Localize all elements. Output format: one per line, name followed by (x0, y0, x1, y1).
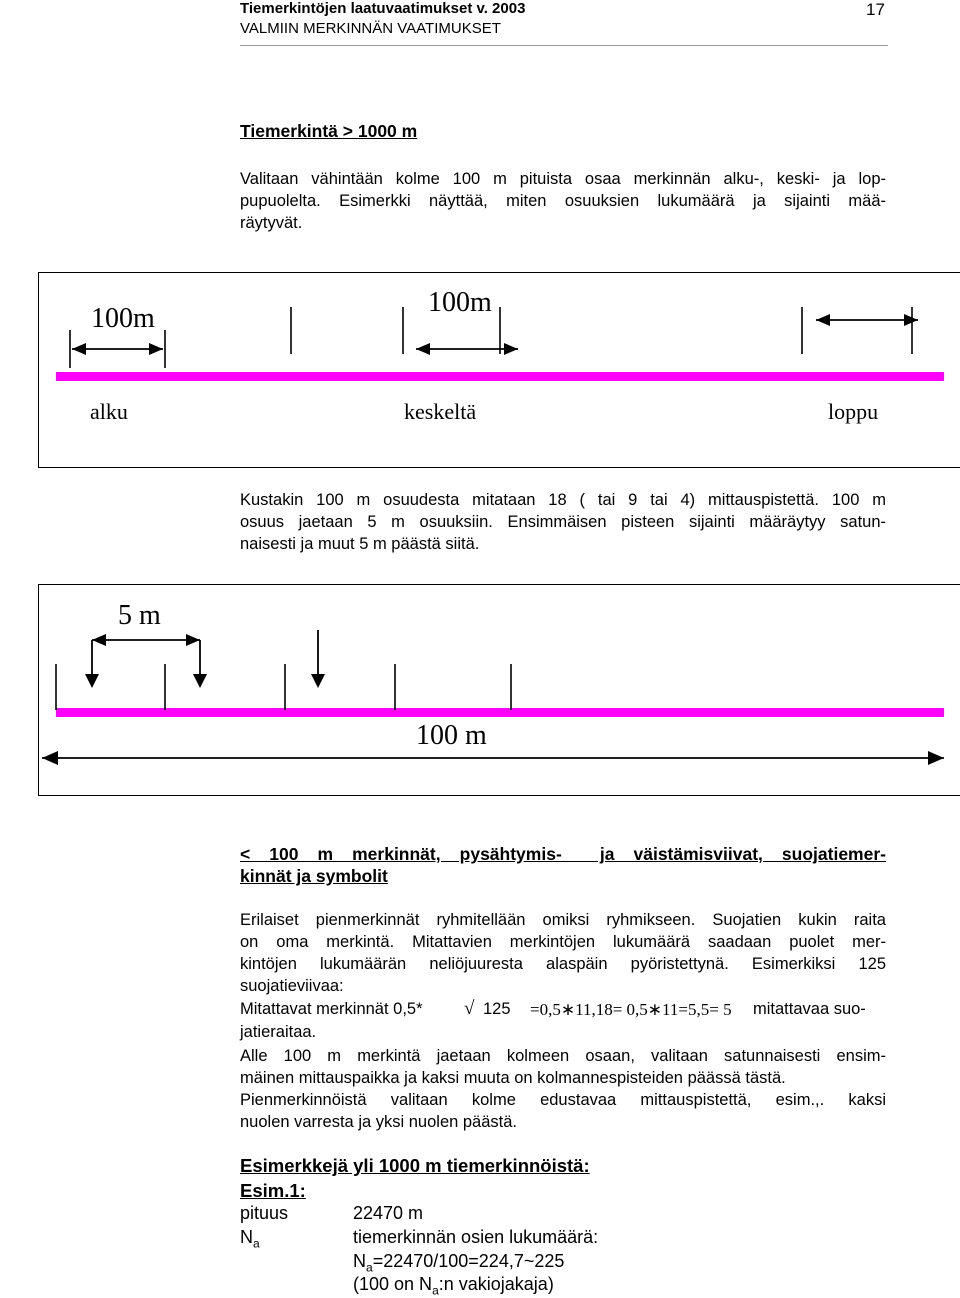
symbol-n: N (240, 1227, 253, 1247)
paragraph-line: kintöjen lukumäärän neliöjuuresta alaspäin pyöristettynä. Esimerkiksi 125 (240, 955, 886, 973)
arrowhead-left-icon (42, 751, 58, 765)
measurement-point-arrow-icon (311, 674, 325, 688)
paragraph-line: Alle 100 m merkintä jaetaan kolmeen osaan, valitaan satunnaisesti ensim- (240, 1047, 886, 1065)
symbol-n: N (353, 1251, 366, 1271)
arrowhead-left-icon (416, 343, 430, 355)
heading-line: < 100 m merkinnät, pysähtymis- ja väistämisviivat, suojatiemer- (240, 844, 886, 864)
row-count-formula (353, 1251, 564, 1275)
under-100m-paragraph (240, 1045, 886, 1133)
paragraph-line: osuus jaetaan 5 m osuuksiin. Ensimmäisen pisteen sijainti määräytyy satun- (240, 513, 886, 531)
paragraph-line: Valitaan vähintään kolme 100 m pituista osaa merkinnän alku-, keski- ja lop- (240, 170, 886, 188)
formula-radicand: 125 (483, 1000, 511, 1018)
small-markings-paragraph (240, 909, 886, 997)
measurement-point-arrow-icon (193, 674, 207, 688)
figure1-drawing (0, 0, 960, 480)
paragraph-line: Erilaiset pienmerkinnät ryhmitellään omiksi ryhmikseen. Suojatien kukin raita (240, 911, 886, 929)
divisor-note-rest: :n vakiojakaja) (438, 1274, 554, 1294)
row-count-value: tiemerkinnän osien lukumäärä: (353, 1227, 599, 1247)
figure1-label-middle: keskeltä (404, 399, 477, 424)
measurement-points-paragraph (240, 489, 886, 555)
figure1-label-100m-start: 100m (91, 303, 155, 334)
paragraph-line: Pienmerkinnöistä valitaan kolme edustavaa mittauspistettä, esim.,. kaksi (240, 1091, 886, 1109)
symbol-subscript: a (366, 1260, 373, 1275)
paragraph-line: mäinen mittauspaikka ja kaksi muuta on kolmannespisteiden päässä tästä. (240, 1069, 786, 1087)
document-header-title: Tiemerkintöjen laatuvaatimukset v. 2003 (240, 0, 526, 17)
arrowhead-left-icon (92, 634, 106, 646)
figure1-label-100m-middle: 100m (428, 287, 492, 318)
paragraph-line: suojatieviivaa: (240, 977, 344, 995)
figure1-label-start: alku (90, 399, 128, 424)
symbol-subscript: a (253, 1236, 260, 1251)
arrowhead-right-icon (904, 314, 918, 326)
arrowhead-right-icon (504, 343, 518, 355)
row-count-key (240, 1227, 260, 1251)
heading-line: kinnät ja symbolit (240, 866, 388, 886)
road-marking-line (56, 708, 944, 717)
arrowhead-left-icon (72, 343, 86, 355)
formula-continuation: jatieraitaa. (240, 1023, 317, 1041)
formula-prefix: Mitattavat merkinnät 0,5* (240, 1000, 423, 1018)
sqrt-icon: √ (464, 998, 475, 1019)
road-marking-line (56, 372, 944, 381)
figure2-label-100m: 100 m (416, 720, 487, 751)
paragraph-line: on oma merkintä. Mitattavien merkintöjen lukumäärä saadaan puolet mer- (240, 933, 886, 951)
measurement-point-arrow-icon (85, 674, 99, 688)
arrowhead-right-icon (186, 634, 200, 646)
formula-suffix: mitattavaa suo- (753, 1000, 866, 1018)
divisor-note-pre: (100 on N (353, 1274, 433, 1294)
arrowhead-right-icon (149, 343, 163, 355)
count-formula-text: =22470/100=224,7~225 (372, 1251, 565, 1271)
formula-line (240, 1000, 886, 1022)
paragraph-line: pupuolelta. Esimerkki näyttää, miten osuuksien lukumäärä ja sijainti mää- (240, 192, 886, 210)
arrowhead-left-icon (816, 314, 830, 326)
row-length-value: 22470 m (353, 1203, 424, 1223)
page-number: 17 (866, 0, 885, 19)
paragraph-line: räytyvät. (240, 214, 303, 232)
figure1-label-end: loppu (828, 399, 879, 424)
document-header-subtitle: VALMIIN MERKINNÄN VAATIMUKSET (240, 20, 501, 37)
arrowhead-right-icon (928, 751, 944, 765)
example-1-label: Esim.1: (240, 1180, 306, 1201)
examples-heading: Esimerkkejä yli 1000 m tiemerkinnöistä: (240, 1155, 590, 1176)
section-heading-under-100m (240, 843, 886, 887)
figure2-label-5m: 5 m (118, 600, 161, 631)
paragraph-line: naisesti ja muut 5 m päästä siitä. (240, 535, 480, 553)
row-divisor-note (353, 1274, 554, 1298)
paragraph-line: Kustakin 100 m osuudesta mitataan 18 ( tai 9 tai 4) mittauspistettä. 100 m (240, 491, 886, 509)
paragraph-line: nuolen varresta ja yksi nuolen päästä. (240, 1113, 518, 1131)
section-heading-over-1000m: Tiemerkintä > 1000 m (240, 121, 418, 141)
symbol-subscript: a (432, 1283, 439, 1298)
formula-math: =0,5∗11,18= 0,5∗11=5,5= 5 (530, 1000, 732, 1019)
row-length-key: pituus (240, 1203, 289, 1223)
